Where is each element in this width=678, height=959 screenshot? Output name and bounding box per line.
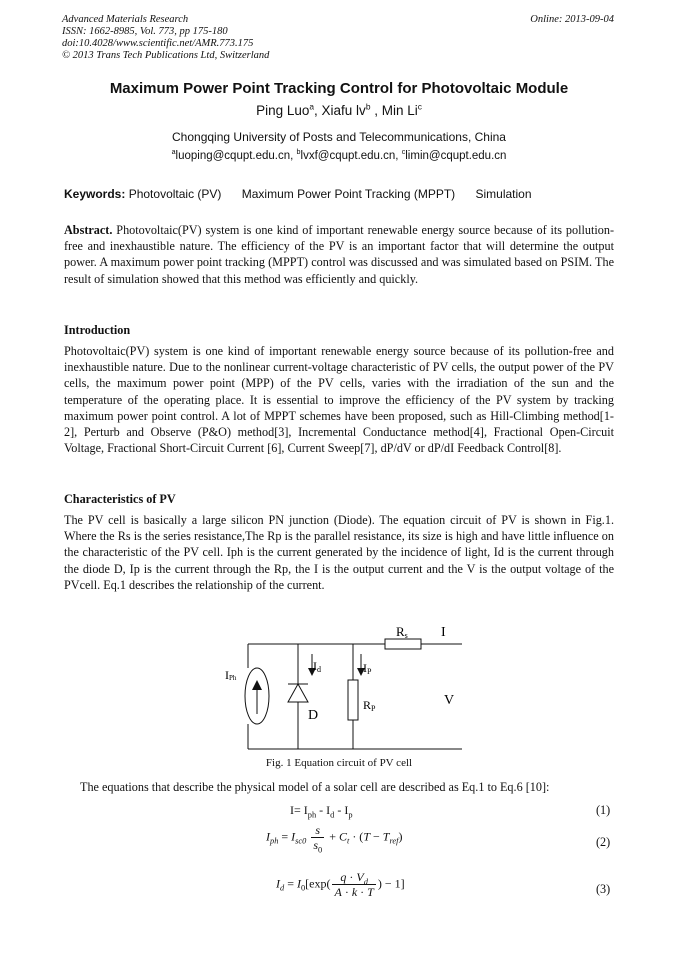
series-resistor-rs <box>385 639 421 649</box>
author-affil-mark: a <box>309 101 315 112</box>
equation-number: (1) <box>596 803 611 817</box>
email-address: luoping@cqupt.edu.cn <box>175 150 291 162</box>
equations-intro: The equations that describe the physical model of a solar cell are described as Eq.1 to Eq.6 [10]: <box>80 780 550 794</box>
keywords-label: Keywords: <box>64 187 126 201</box>
author-name: Xiafu lv <box>321 103 366 118</box>
parallel-resistor-rp <box>348 680 358 720</box>
output-current-label: I <box>441 625 446 640</box>
abstract <box>64 222 614 287</box>
equation-number: (3) <box>596 882 611 896</box>
author-separator: , <box>314 103 322 118</box>
introduction-text: Photovoltaic(PV) system is one kind of important renewable energy source because of its pollution-free and inexhaustible nature. Due to the nonlinear current-voltage characteristic of PV cells, the output power of the PV cells, the maximum power point (MPP) of the PV cells, varies with the irradiation of the sun and the temperature of the operating place. It is essential to improve the efficiency of the PV system by tracking maximum power point control. A lot of MPPT schemes have been proposed, such as Hill-Climbing method[1-2], Perturb and Observe (P&O) method[3], Incremental Conductance method[4], Fractional Open-Circuit Voltage, Fractional Short-Circuit Current [6], Current Sweep[7], dP/dV or dP/dI Feedback Control[8]. <box>64 344 614 456</box>
ip-label: IP <box>363 661 372 676</box>
paper-title: Maximum Power Point Tracking Control for Photovoltaic Module <box>109 80 569 97</box>
keyword: Maximum Power Point Tracking (MPPT) <box>241 187 456 201</box>
journal-header <box>62 14 614 62</box>
abstract-text: Photovoltaic(PV) system is one kind of important renewable energy source because of its pollution-free and inexhaustible nature. The efficiency of the PV is an important factor that will determine the output power. A maximum power point tracking (MPPT) control was discussed and was simulated based on PSIM. The result of simulation showed that this method was efficiently and quickly. <box>64 223 615 286</box>
author-affil-mark: c <box>417 101 422 112</box>
diode-triangle <box>288 684 308 702</box>
email-separator: , <box>395 150 402 162</box>
email-separator: , <box>290 150 297 162</box>
pv-equivalent-circuit <box>200 612 470 752</box>
email-mark: c <box>401 148 406 157</box>
id-label: Id <box>313 659 321 674</box>
email-address: limin@cqupt.edu.cn <box>405 150 507 162</box>
keyword: Photovoltaic (PV) <box>128 187 222 201</box>
doi-line: doi:10.4028/www.scientific.net/AMR.773.175 <box>62 38 254 49</box>
online-date: Online: 2013-09-04 <box>530 14 614 25</box>
figure-caption: Fig. 1 Equation circuit of PV cell <box>265 757 413 769</box>
issn-line: ISSN: 1662-8985, Vol. 773, pp 175-180 <box>62 26 228 37</box>
equation-number: (2) <box>596 835 611 849</box>
email-list <box>0 150 678 162</box>
author-affil-mark: b <box>365 101 371 112</box>
equation-1: $I= I_{ph} - I_d - I_p$ <box>290 803 353 820</box>
equation-2: $I_{ph} = I_{sc0}$ $\frac{s}{s_0}$ + $C_t \cdot (T - T_{ref})$ <box>266 823 403 855</box>
journal-name: Advanced Materials Research <box>62 14 189 25</box>
characteristics-text: The PV cell is basically a large silicon PN junction (Diode). The equation circuit of PV is shown in Fig.1. Where the Rs is the series resistance,The Rp is the parallel resistance, its size is high and have little influence on the characteristic of the PV cell. Iph is the current generated by the incidence of light, Id is the current through the diode D, Ip is the current through the Rp, the I is the output current and the V is the output voltage of the PVcell. Eq.1 describes the relationship of the current. <box>64 513 614 592</box>
email-mark: b <box>296 148 301 157</box>
section-heading-introduction: Introduction <box>64 323 131 337</box>
rs-label: Rs <box>396 624 408 640</box>
equation-3: $I_d = I_0[\exp$( $\frac{q \cdot V_d}{A \cdot k \cdot T}$ ) − 1] <box>276 870 405 899</box>
affiliation: Chongqing University of Posts and Telecommunications, China <box>172 130 506 144</box>
author-name: Ping Luo <box>256 103 310 118</box>
keyword: Simulation <box>475 187 532 201</box>
email-mark: a <box>171 148 176 157</box>
rp-label: RP <box>363 698 376 713</box>
keywords-line <box>64 187 549 201</box>
abstract-label: Abstract. <box>64 223 113 237</box>
source-arrow-head <box>252 680 262 690</box>
email-address: lvxf@cqupt.edu.cn <box>300 150 396 162</box>
author-name: Min Li <box>381 103 418 118</box>
section-heading-characteristics: Characteristics of PV <box>64 492 176 506</box>
copyright-line: © 2013 Trans Tech Publications Ltd, Switzerland <box>62 50 270 61</box>
iph-label: IPh <box>225 668 237 682</box>
author-list <box>0 103 678 118</box>
author-separator: , <box>370 103 382 118</box>
diode-label: D <box>308 708 319 723</box>
output-voltage-label: V <box>444 693 455 708</box>
